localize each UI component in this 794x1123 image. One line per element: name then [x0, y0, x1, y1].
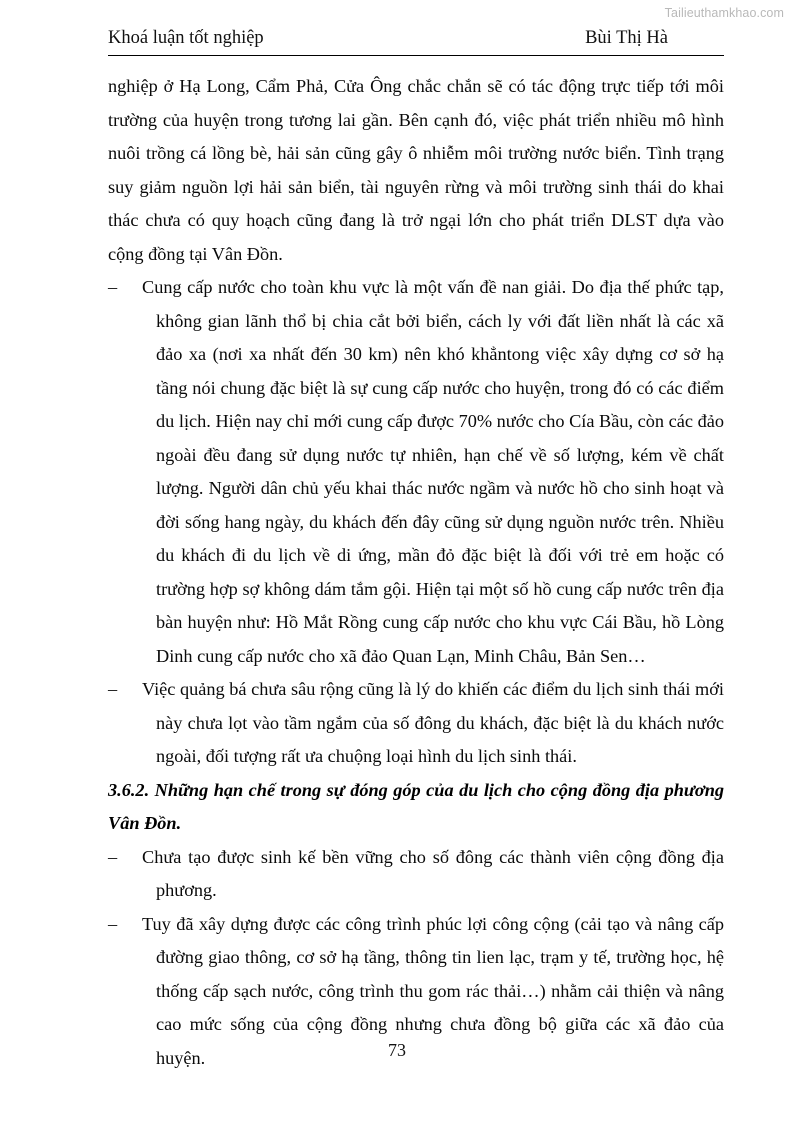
bullet-paragraph-3 — [108, 673, 724, 774]
bullet-paragraph-2 — [108, 271, 724, 673]
header-right-text: Bùi Thị Hà — [585, 28, 668, 48]
dash-marker-3: – — [108, 846, 118, 867]
bullet-paragraph-2-text: Cung cấp nước cho toàn khu vực là một vấn đề nan giải. Do địa thế phức tạp, không gian lãnh thổ bị chia cắt bởi biển, cách ly với đất liền nhất là các xã đảo xa (nơi xa nhất đến 30 km) nên khó khẳntong việc xây dựng cơ sở hạ tầng nói chung đặc biệt là sự cung cấp nước cho huyện, trong đó có các điểm du lịch. Hiện nay chỉ mới cung cấp được 70% nước cho Cía Bầu, còn các đảo ngoài đều đang sử dụng nước tự nhiên, hạn chế về số lượng, kém về chất lượng. Người dân chủ yếu khai thác nước ngầm và nước hồ cho sinh hoạt và đời sống hang ngày, du khách đến đây cũng sử dụng nguồn nước trên. Nhiều du khách đi du lịch về di ứng, mần đỏ đặc biệt là đối với trẻ em hoặc có trường hợp sợ không dám tắm gội. Hiện tại một số hồ cung cấp nước trên địa bàn huyện như: Hồ Mắt Rồng cung cấp nước cho khu vực Cái Bầu, hồ Lòng Dinh cung cấp nước cho xã đảo Quan Lạn, Minh Châu, Bản Sen… — [142, 277, 724, 666]
dash-marker-1: – — [108, 277, 118, 297]
watermark-text: Tailieuthamkhao.com — [664, 6, 784, 20]
bullet-paragraph-3-text: Việc quảng bá chưa sâu rộng cũng là lý do khiến các điểm du lịch sinh thái mới này chưa lọt vào tầm ngắm của số đông du khách, đặc biệt là du khách nước ngoài, đối tượng rất ưa chuộng loại hình du lịch sinh thái. — [142, 679, 724, 766]
section-heading-3-6-2: 3.6.2. Những hạn chế trong sự đóng góp của du lịch cho cộng đồng địa phương Vân Đồn. — [108, 779, 724, 833]
paragraph-1: nghiệp ở Hạ Long, Cẩm Phả, Cửa Ông chắc chắn sẽ có tác động trực tiếp tới môi trường của huyện trong tương lai gần. Bên cạnh đó, việc phát triển nhiều mô hình nuôi trồng cá lồng bè, hải sản cũng gây ô nhiễm môi trường nước biển. Tình trạng suy giảm nguồn lợi hải sản biển, tài nguyên rừng và môi trường sinh thái do khai thác chưa có quy hoạch cũng đang là trở ngại lớn cho phát triển DLST dựa vào cộng đồng tại Vân Đồn. — [108, 76, 724, 264]
bullet-paragraph-5-text: Tuy đã xây dựng được các công trình phúc lợi công cộng (cải tạo và nâng cấp đường giao thông, cơ sở hạ tầng, thông tin lien lạc, trạm y tế, trường học, hệ thống cấp sạch nước, công trình thu gom rác thải…) nhằm cải thiện và nâng cao mức sống của cộng đồng nhưng chưa đồng bộ giữa các xã đảo của huyện. — [142, 913, 724, 1068]
bullet-paragraph-4 — [108, 841, 724, 908]
bullet-paragraph-4-text: Chưa tạo được sinh kế bền vững cho số đông các thành viên cộng đồng địa phương. — [142, 846, 724, 900]
header-left-text: Khoá luận tốt nghiệp — [108, 28, 264, 48]
page-content — [108, 28, 724, 1075]
running-header — [108, 28, 724, 54]
dash-marker-4: – — [108, 913, 118, 934]
header-rule — [108, 55, 724, 56]
dash-marker-2: – — [108, 679, 118, 699]
page-number: 73 — [388, 1040, 406, 1060]
